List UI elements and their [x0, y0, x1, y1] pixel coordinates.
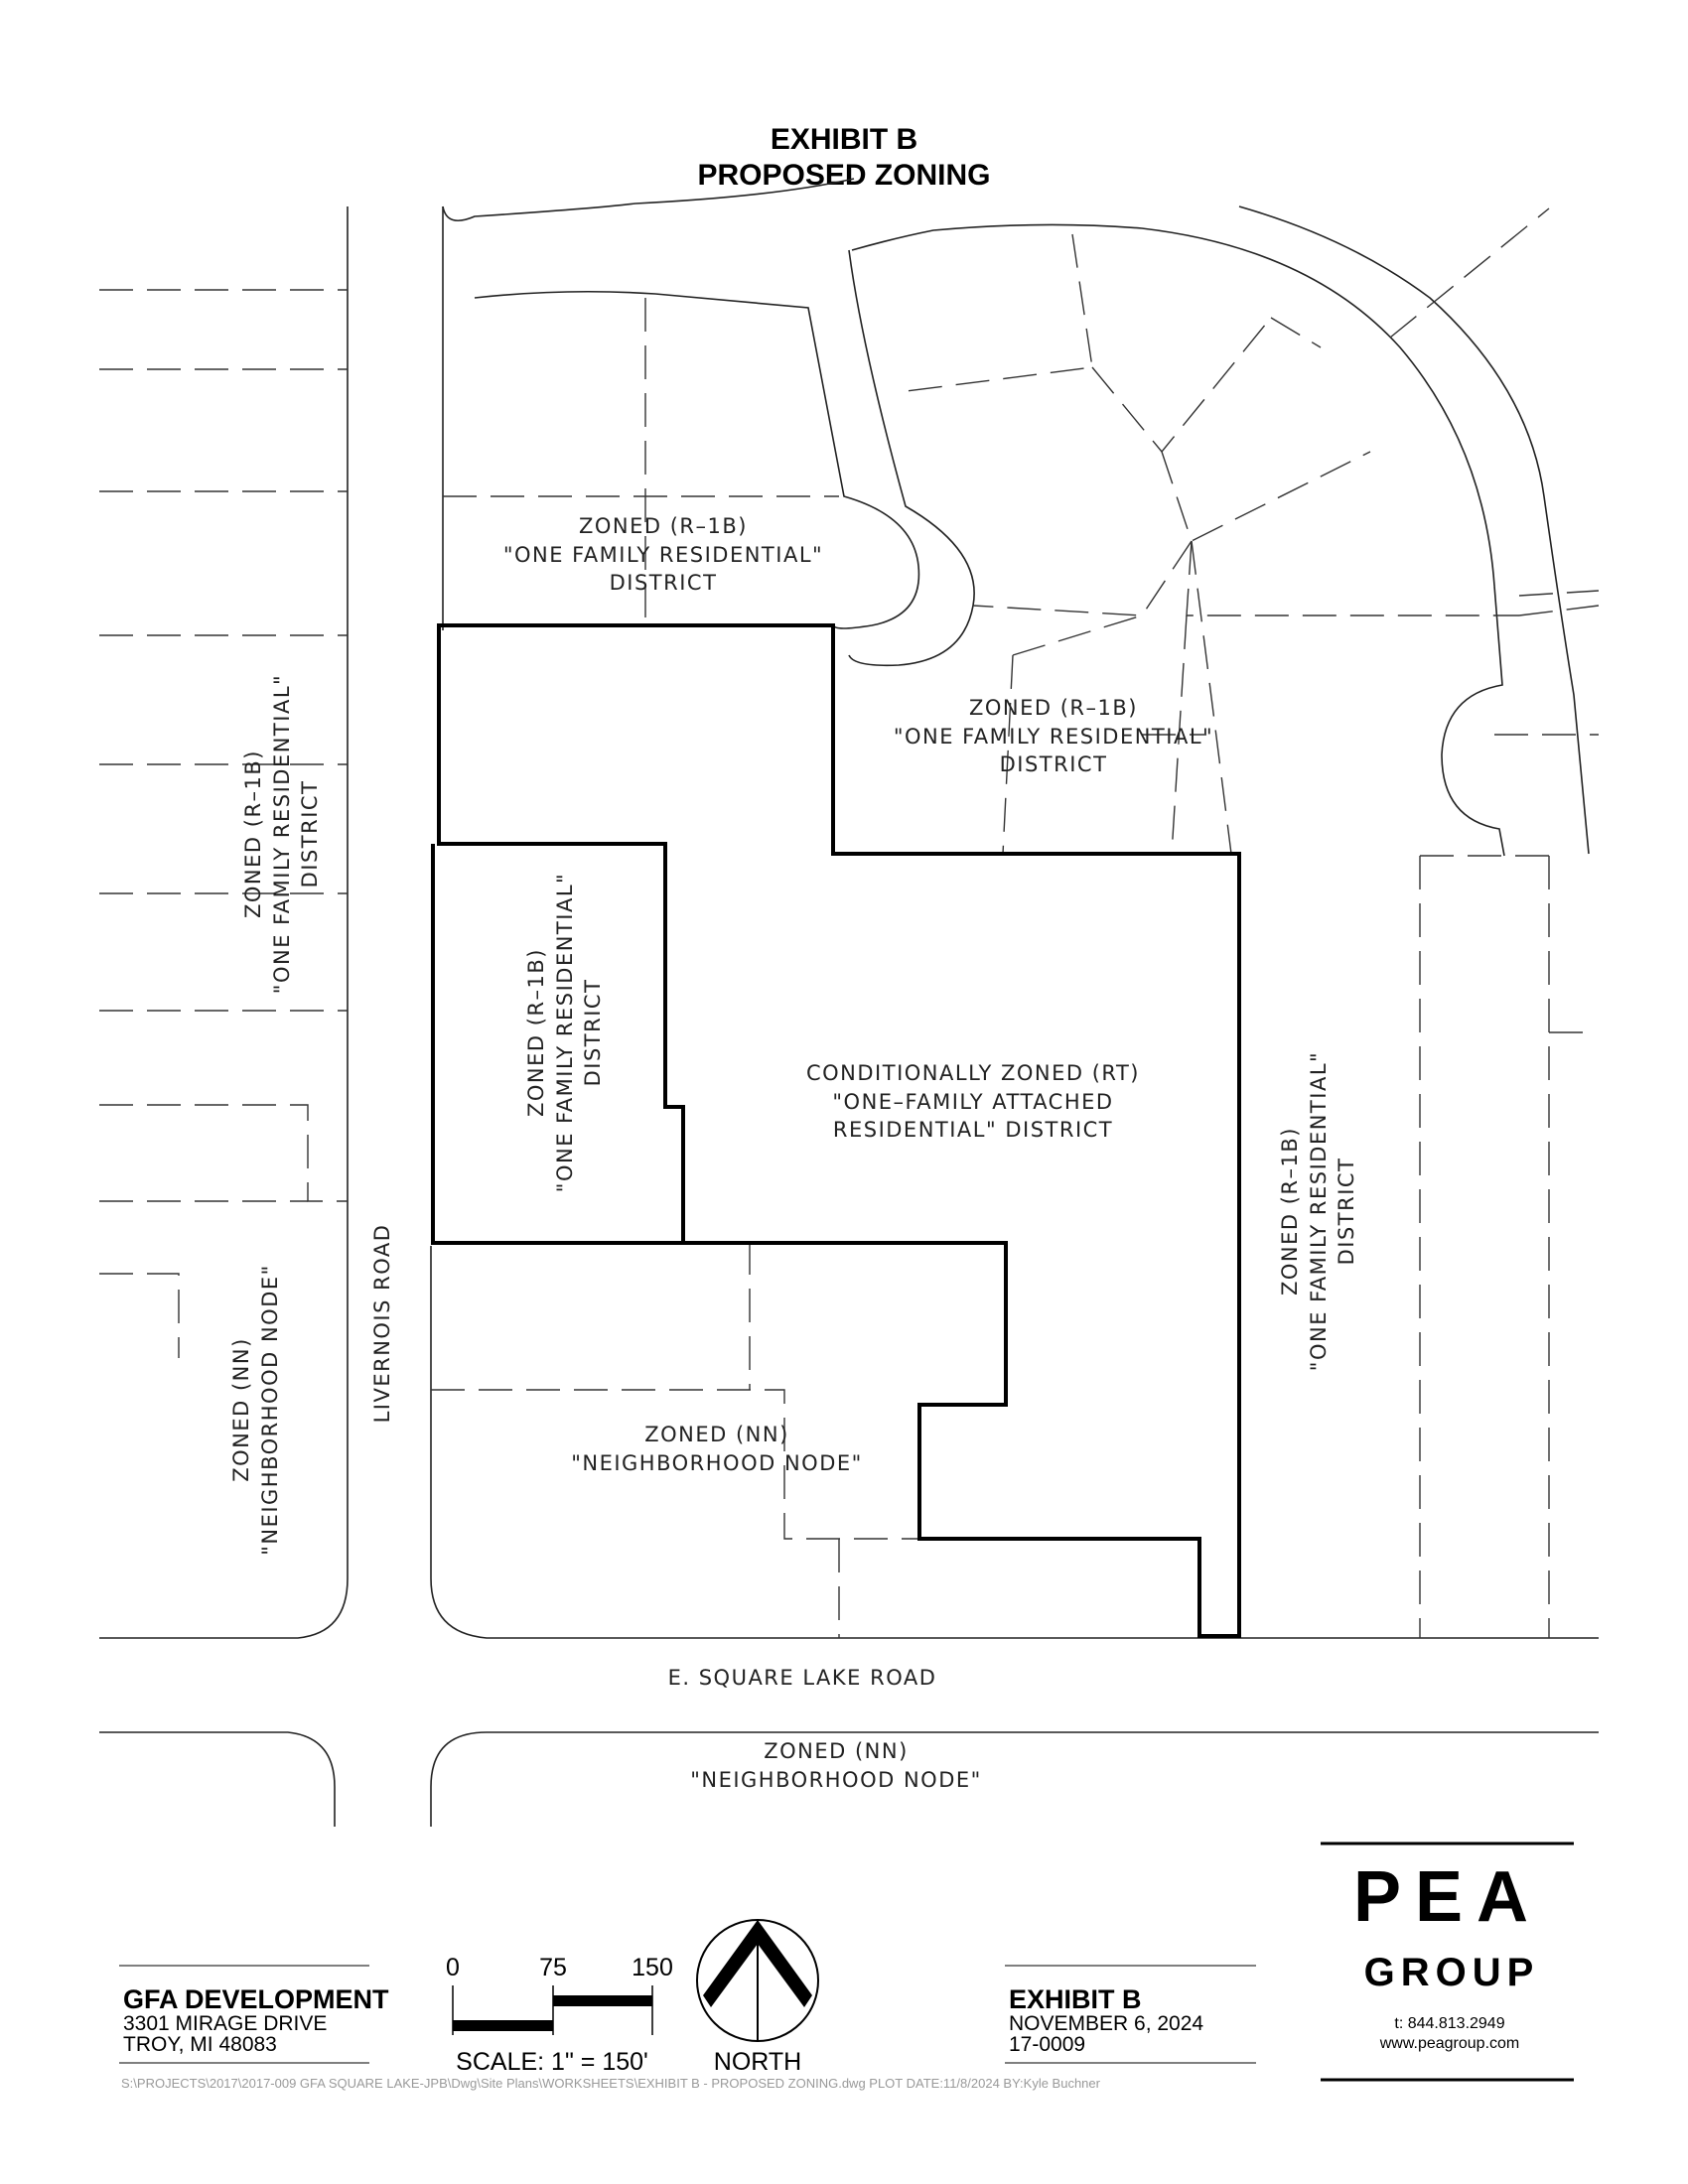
svg-text:ZONED (R–1B): ZONED (R–1B) — [524, 948, 548, 1117]
svg-text:DISTRICT: DISTRICT — [609, 571, 718, 595]
svg-text:RESIDENTIAL" DISTRICT: RESIDENTIAL" DISTRICT — [832, 1118, 1114, 1142]
svg-text:ZONED (NN): ZONED (NN) — [764, 1739, 909, 1763]
north-label: NORTH — [713, 2048, 802, 2076]
svg-text:LIVERNOIS ROAD: LIVERNOIS ROAD — [370, 1223, 394, 1424]
scale-bar — [446, 1954, 673, 2076]
svg-text:"ONE FAMILY RESIDENTIAL": "ONE FAMILY RESIDENTIAL" — [1307, 1050, 1331, 1372]
svg-text:"NEIGHBORHOOD NODE": "NEIGHBORHOOD NODE" — [690, 1768, 982, 1792]
svg-text:"NEIGHBORHOOD NODE": "NEIGHBORHOOD NODE" — [571, 1451, 863, 1475]
svg-text:PEA: PEA — [1352, 1857, 1543, 1937]
road-label-livernois — [370, 1224, 394, 1424]
north-arrow — [697, 1920, 818, 2076]
client-address-2: TROY, MI 48083 — [123, 2033, 277, 2056]
label-northeast-r1b — [894, 696, 1213, 776]
phone: t: 844.813.2949 — [1394, 2015, 1505, 2032]
client-address-1: 3301 MIRAGE DRIVE — [123, 2012, 328, 2035]
file-path: S:\PROJECTS\2017\2017-009 GFA SQUARE LAKE-JPB\Dwg\Site Plans\WORKSHEETS\EXHIBIT B - PROPOSED ZONING.dwg PLOT DATE:11/8/2024 BY:Kyle Buchner — [121, 2076, 1100, 2091]
exhibit-date: NOVEMBER 6, 2024 — [1009, 2012, 1204, 2035]
svg-text:DISTRICT: DISTRICT — [999, 752, 1108, 776]
svg-text:150: 150 — [632, 1954, 673, 1981]
svg-text:ZONED (R–1B): ZONED (R–1B) — [1278, 1127, 1302, 1296]
label-west-r1b — [241, 674, 322, 994]
svg-text:ZONED (R–1B): ZONED (R–1B) — [969, 696, 1138, 720]
svg-text:"ONE–FAMILY ATTACHED: "ONE–FAMILY ATTACHED — [832, 1090, 1114, 1114]
label-east-r1b — [1278, 1051, 1358, 1371]
svg-text:DISTRICT: DISTRICT — [1335, 1157, 1358, 1266]
label-site-nn — [571, 1423, 863, 1475]
label-center-rt — [806, 1061, 1140, 1142]
exhibit-block — [1005, 1966, 1256, 2063]
svg-text:"ONE FAMILY RESIDENTIAL": "ONE FAMILY RESIDENTIAL" — [553, 872, 577, 1193]
scale-text: SCALE: 1" = 150' — [456, 2048, 648, 2076]
client-block — [119, 1966, 389, 2063]
svg-text:ZONED (R–1B): ZONED (R–1B) — [579, 514, 748, 538]
svg-text:CONDITIONALLY ZONED (RT): CONDITIONALLY ZONED (RT) — [805, 1061, 1141, 1085]
svg-text:ZONED (R–1B): ZONED (R–1B) — [241, 750, 265, 918]
svg-text:GROUP: GROUP — [1363, 1951, 1540, 1994]
exhibit-title: EXHIBIT B — [770, 123, 918, 156]
job-number: 17-0009 — [1009, 2033, 1086, 2056]
svg-text:0: 0 — [446, 1954, 460, 1981]
svg-text:DISTRICT: DISTRICT — [298, 779, 322, 888]
svg-text:75: 75 — [539, 1954, 567, 1981]
exhibit-subtitle: PROPOSED ZONING — [697, 159, 991, 192]
road-linework — [99, 179, 1599, 1827]
svg-text:ZONED (NN): ZONED (NN) — [229, 1337, 253, 1482]
road-label-square-lake: E. SQUARE LAKE ROAD — [667, 1666, 937, 1690]
lot-lines — [99, 208, 1599, 1638]
svg-text:DISTRICT: DISTRICT — [581, 978, 605, 1087]
pea-group-logo — [1321, 1843, 1574, 2080]
label-inner-r1b — [524, 873, 605, 1192]
label-south-nn — [690, 1739, 982, 1792]
svg-text:"ONE FAMILY RESIDENTIAL": "ONE FAMILY RESIDENTIAL" — [270, 673, 294, 995]
website: www.peagroup.com — [1379, 2035, 1520, 2052]
svg-text:"ONE FAMILY RESIDENTIAL": "ONE FAMILY RESIDENTIAL" — [502, 543, 824, 567]
label-north-r1b — [503, 514, 823, 595]
client-name: GFA DEVELOPMENT — [123, 1984, 389, 2014]
exhibit-name: EXHIBIT B — [1009, 1984, 1142, 2014]
svg-text:"ONE FAMILY RESIDENTIAL": "ONE FAMILY RESIDENTIAL" — [893, 725, 1214, 749]
svg-text:ZONED (NN): ZONED (NN) — [644, 1423, 789, 1446]
svg-text:"NEIGHBORHOOD NODE": "NEIGHBORHOOD NODE" — [258, 1264, 282, 1556]
label-west-nn — [229, 1264, 282, 1556]
